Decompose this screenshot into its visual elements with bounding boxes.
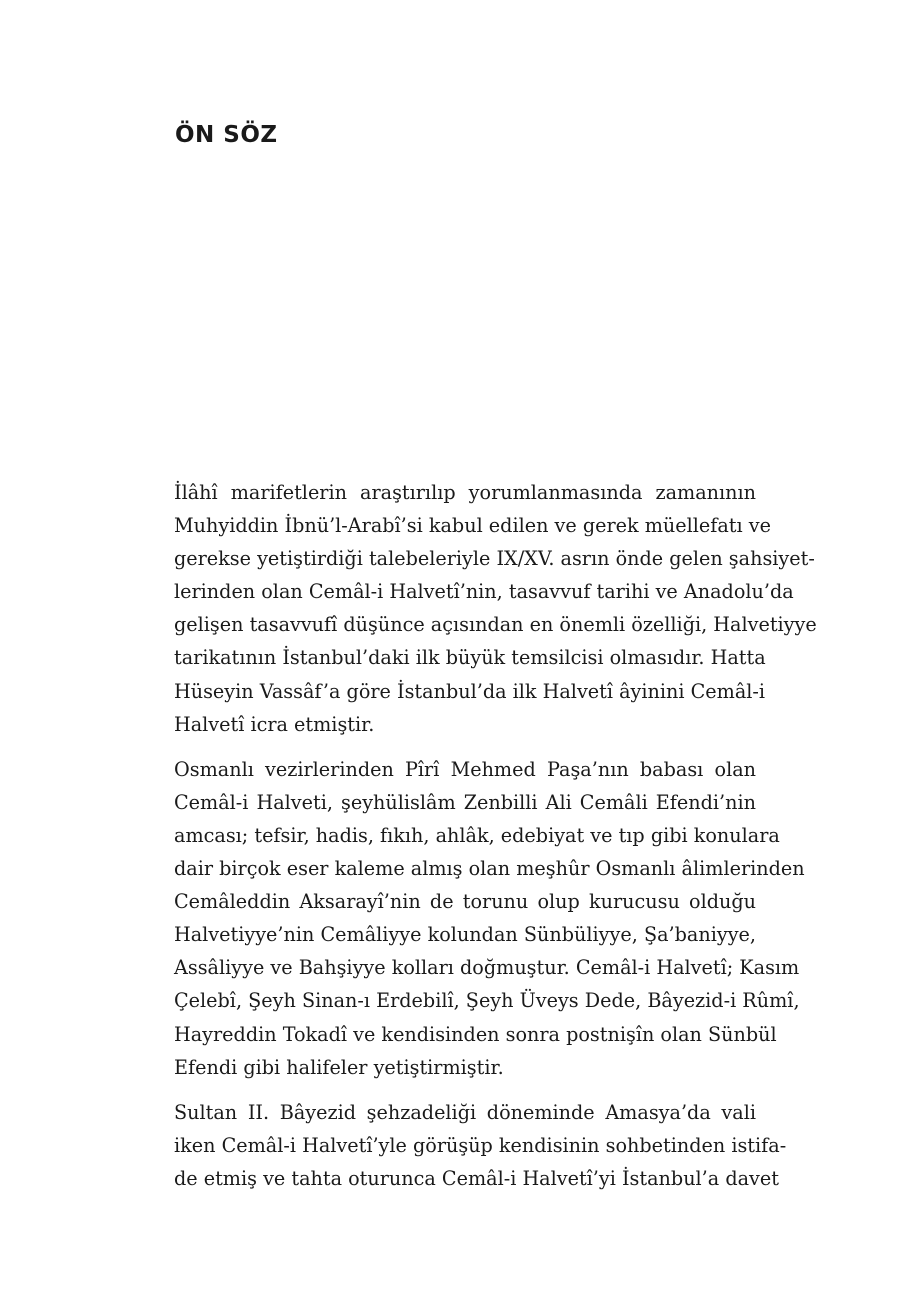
text-line: Hüseyin Vassâf’a göre İstanbul’da ilk Halvetî âyinini Cemâl-i — [174, 679, 766, 703]
text-line: Muhyiddin İbnü’l-Arabî’si kabul edilen ve gerek müellefatı ve — [174, 514, 771, 538]
text-line: Çelebî, Şeyh Sinan-ı Erdebilî, Şeyh Üveys Dede, Bâyezid-i Rûmî, — [174, 989, 800, 1013]
text-line: dair birçok eser kaleme almış olan meşhûr Osmanlı âlimlerinden — [174, 857, 805, 881]
text-line: gerekse yetiştirdiği talebeleriyle IX/XV. asrın önde gelen şahsiyet- — [174, 547, 815, 571]
text-line: İlâhî marifetlerin araştırılıp yorumlanmasında zamanının — [174, 481, 756, 504]
paragraph-1 — [144, 476, 817, 741]
text-line: gelişen tasavvufî düşünce açısından en önemli özelliği, Halvetiyye — [174, 613, 817, 637]
text-line: Hayreddin Tokadî ve kendisinden sonra postnişîn olan Sünbül — [174, 1022, 777, 1046]
body-text — [144, 476, 817, 1207]
page-title: ÖN SÖZ — [175, 122, 278, 148]
text-line: Assâliyye ve Bahşiyye kolları doğmuştur. Cemâl-i Halvetî; Kasım — [174, 956, 800, 980]
paragraph-3 — [144, 1096, 787, 1195]
text-line: amcası; tefsir, hadis, fıkıh, ahlâk, edebiyat ve tıp gibi konulara — [174, 823, 780, 847]
text-line: iken Cemâl-i Halvetî’yle görüşüp kendisinin sohbetinden istifa- — [174, 1133, 787, 1157]
text-line: Efendi gibi halifeler yetiştirmiştir. — [174, 1055, 504, 1079]
text-line: Cemâleddin Aksarayî’nin de torunu olup kurucusu olduğu — [174, 890, 756, 914]
paragraph-2 — [144, 753, 805, 1084]
text-line: lerinden olan Cemâl-i Halvetî’nin, tasavvuf tarihi ve Anadolu’da — [174, 580, 794, 604]
text-line: Halvetiyye’nin Cemâliyye kolundan Sünbüliyye, Şa’baniyye, — [174, 923, 756, 947]
text-line: Osmanlı vezirlerinden Pîrî Mehmed Paşa’nın babası olan — [174, 757, 756, 781]
text-line: Cemâl-i Halveti, şeyhülislâm Zenbilli Ali Cemâli Efendi’nin — [174, 790, 756, 814]
text-line: Sultan II. Bâyezid şehzadeliği döneminde Amasya’da vali — [174, 1100, 756, 1124]
text-line: Halvetî icra etmiştir. — [174, 712, 375, 736]
text-line: de etmiş ve tahta oturunca Cemâl-i Halvetî’yi İstanbul’a davet — [174, 1166, 779, 1190]
text-line: tarikatının İstanbul’daki ilk büyük temsilcisi olmasıdır. Hatta — [174, 646, 766, 670]
